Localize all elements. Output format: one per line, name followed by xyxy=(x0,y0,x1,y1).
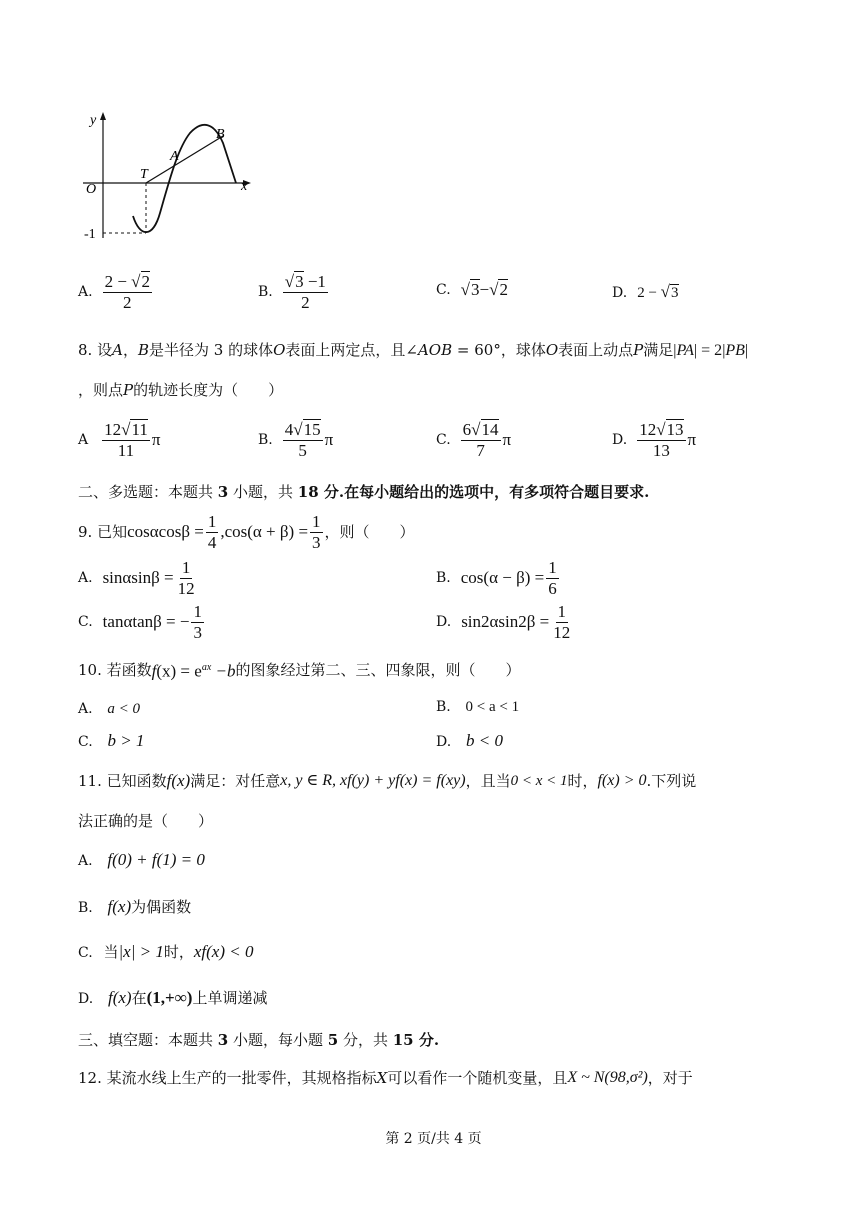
denominator: 13 xyxy=(652,440,670,460)
point-t-label: T xyxy=(140,167,148,182)
q10-option-c xyxy=(78,731,144,752)
text: 在 xyxy=(131,989,147,1007)
q8-option-a xyxy=(78,418,160,462)
text: 表面上动点 xyxy=(558,341,634,359)
q7-option-a xyxy=(78,272,154,312)
text: 分.在每小题给出的选项中，有多项符合题目要求. xyxy=(318,483,650,501)
expression: 0 < a < 1 xyxy=(465,699,520,715)
expression: xf(x) < 0 xyxy=(193,942,254,961)
text: 三、填空题：本题共 xyxy=(78,1031,218,1049)
option-label: A xyxy=(78,432,89,448)
expression: f(x) xyxy=(107,988,132,1007)
option-label: B. xyxy=(436,699,451,715)
origin-label: O xyxy=(86,182,97,197)
score: 5 xyxy=(327,1031,339,1049)
pi: π xyxy=(687,430,697,449)
radicand: 3 xyxy=(671,285,679,301)
pi: π xyxy=(151,430,161,449)
text: 是半径为 3 的球体 xyxy=(148,341,274,359)
text: 8. 设 xyxy=(78,341,113,359)
radicand: 3 xyxy=(295,271,304,291)
option-label: A. xyxy=(78,853,93,869)
expression: (1,+∞) xyxy=(146,988,193,1007)
text: ，则（ ） xyxy=(324,523,415,541)
q8-option-c xyxy=(436,418,511,462)
option-label: D. xyxy=(78,991,94,1007)
option-label: C. xyxy=(78,614,93,630)
var: PB xyxy=(725,342,745,359)
count: 3 xyxy=(217,483,229,501)
expression: b > 1 xyxy=(107,731,145,750)
numerator-text: 2 − xyxy=(104,271,132,291)
numerator: 1 xyxy=(207,511,217,531)
denominator: 12 xyxy=(553,622,571,642)
function-graph xyxy=(78,108,268,248)
q11-stem-line2 xyxy=(78,811,213,831)
text: 法正确的是（ ） xyxy=(78,812,214,830)
expression: f(x) xyxy=(107,897,132,916)
text: 表面上两定点，且∠ xyxy=(285,341,418,359)
q8-option-d xyxy=(612,418,696,462)
denominator: 3 xyxy=(193,622,202,642)
text: .下列说 xyxy=(646,772,697,790)
q7-option-c: C. √3−√2 xyxy=(436,280,508,299)
q7-option-b xyxy=(258,272,330,312)
option-label: C. xyxy=(78,734,93,750)
option-label: B. xyxy=(258,284,273,300)
text: 可以看作一个随机变量，且 xyxy=(387,1069,568,1087)
q8-stem-line2 xyxy=(78,380,283,400)
text: 小题，共 xyxy=(228,483,298,501)
fraction xyxy=(176,558,197,599)
numerator: 1 xyxy=(312,511,321,531)
denominator: 7 xyxy=(476,440,485,460)
var: P xyxy=(123,381,134,399)
q9-option-c xyxy=(78,600,206,644)
fraction xyxy=(310,512,323,553)
q10-option-a xyxy=(78,698,140,719)
denominator: 4 xyxy=(207,532,217,552)
score: 18 xyxy=(297,483,319,501)
page-footer: 第 2 页/共 4 页 xyxy=(385,1131,482,1147)
expression: ,cos(α + β) = xyxy=(220,522,309,541)
text: = 60°，球体 xyxy=(452,341,546,359)
fraction: $\frac{4√15}{5}$ xyxy=(284,419,321,460)
radicand: 2 xyxy=(499,280,508,299)
q11-option-a xyxy=(78,850,205,871)
var: X xyxy=(376,1069,388,1087)
q9-stem xyxy=(78,510,415,554)
point-a-label: A xyxy=(170,149,179,164)
radicand: 11 xyxy=(131,419,148,439)
denominator: 2 xyxy=(123,292,132,312)
expression: −b xyxy=(211,661,236,681)
text: ， xyxy=(122,341,138,359)
option-label: D. xyxy=(436,734,452,750)
section-3-heading xyxy=(78,1030,439,1050)
expression: tanαtanβ = − xyxy=(102,612,190,631)
option-label: A. xyxy=(78,570,93,586)
text: ，对于 xyxy=(647,1069,693,1087)
q10-stem xyxy=(78,658,521,682)
denominator: 3 xyxy=(312,532,321,552)
q8-stem-line1: 8. 设A，B是半径为 3 的球体O表面上两定点，且∠AOB = 60°，球体O表面上动点P满足|PA| = 2|PB| xyxy=(78,341,749,359)
option-label: D. xyxy=(436,614,452,630)
coef: 12 xyxy=(639,419,657,439)
text: ，则点 xyxy=(78,381,124,399)
var: O xyxy=(273,341,286,359)
expression: cos(α − β) = xyxy=(460,568,545,587)
y-axis-label: y xyxy=(90,113,97,128)
minus-sign: − xyxy=(479,280,490,299)
text: 分. xyxy=(413,1031,440,1049)
expression: (x) = e xyxy=(156,661,202,681)
text: 当 xyxy=(103,943,119,961)
option-label: C. xyxy=(436,282,451,298)
q10-option-b xyxy=(436,696,519,717)
radicand: 13 xyxy=(666,419,684,439)
text: 满足 xyxy=(643,341,674,359)
fraction: $\frac{12√13}{13}$ xyxy=(639,419,684,460)
fraction: $\frac{12√11}{11}$ xyxy=(104,419,148,460)
coef: 4 xyxy=(284,419,294,439)
q9-option-a xyxy=(78,556,199,600)
radicand: 15 xyxy=(303,419,321,439)
expression: a < 0 xyxy=(107,701,140,717)
text: 分，共 xyxy=(338,1031,393,1049)
expression: sin2αsin2β = xyxy=(461,612,550,631)
text: 二、多选题：本题共 xyxy=(78,483,218,501)
var: AOB xyxy=(417,341,453,359)
radicand: 2 xyxy=(141,271,150,291)
expression: cosαcosβ = xyxy=(127,522,204,541)
text: 时， xyxy=(163,943,194,961)
text: 的轨迹长度为（ ） xyxy=(133,381,284,399)
function-name: f xyxy=(151,661,157,681)
denominator: 5 xyxy=(298,440,307,460)
text: 10. 若函数 xyxy=(78,660,152,679)
expression: sinαsinβ = xyxy=(102,568,174,587)
q11-option-c xyxy=(78,942,253,963)
fraction xyxy=(546,558,559,599)
exponent: ax xyxy=(201,662,212,673)
numerator-text: −1 xyxy=(303,271,326,291)
denominator: 11 xyxy=(117,440,135,460)
text: = 2 xyxy=(697,342,723,359)
x-axis-label: x xyxy=(241,179,248,194)
q11-option-d xyxy=(78,988,267,1009)
denominator: 2 xyxy=(301,292,310,312)
fraction: $\frac{√3 -1}{2}$ xyxy=(284,271,326,312)
var: P xyxy=(633,341,644,359)
text: 11. 已知函数 xyxy=(78,772,167,790)
option-label: D. xyxy=(612,284,628,301)
text: 小题，每小题 xyxy=(228,1031,328,1049)
fraction: $\frac{2 - √2}{2}$ xyxy=(104,271,150,312)
count: 3 xyxy=(217,1031,229,1049)
fraction xyxy=(191,602,204,643)
pi: π xyxy=(324,430,334,449)
coef: 12 xyxy=(104,419,122,439)
var: A xyxy=(112,341,123,359)
option-label: C. xyxy=(78,945,93,961)
var: B xyxy=(137,341,149,359)
text: 为偶函数 xyxy=(131,898,192,916)
option-label: B. xyxy=(258,432,273,448)
q7-option-d: D. 2 − √3 xyxy=(612,282,679,301)
var: PA xyxy=(676,342,694,359)
expression: X ~ N(98,σ²) xyxy=(567,1069,648,1086)
option-label: D. xyxy=(612,432,628,448)
q11-stem-line1 xyxy=(78,771,696,791)
radicand: 3 xyxy=(471,280,480,299)
text: 满足：对任意 xyxy=(190,772,281,790)
expression: f(x) > 0 xyxy=(597,772,647,789)
q8-option-b xyxy=(258,418,333,462)
expression: 0 < x < 1 xyxy=(510,773,568,789)
text: 9. 已知 xyxy=(78,523,128,541)
minus-one-label: -1 xyxy=(84,227,96,242)
text: 上单调递减 xyxy=(192,989,268,1007)
q9-option-d xyxy=(436,600,574,644)
expression: x, y ∈ R, xf(y) + yf(x) = f(xy) xyxy=(280,772,466,789)
option-label: B. xyxy=(78,900,93,916)
numerator: 1 xyxy=(193,601,202,621)
radicand: 14 xyxy=(481,419,499,439)
q9-option-b xyxy=(436,556,561,600)
expression-text: 2 − xyxy=(637,285,661,301)
numerator: 1 xyxy=(557,601,567,621)
expression: b < 0 xyxy=(465,731,503,750)
text: 时， xyxy=(567,772,598,790)
q12-stem xyxy=(78,1068,693,1088)
fraction xyxy=(551,602,572,643)
option-label: C. xyxy=(436,432,451,448)
text: 的图象经过第二、三、四象限，则（ ） xyxy=(235,660,521,679)
coef: 6 xyxy=(462,419,472,439)
var: O xyxy=(545,341,559,359)
option-label: A. xyxy=(78,284,93,300)
point-b-label: B xyxy=(216,127,225,142)
section-2-heading xyxy=(78,482,649,502)
q11-option-b xyxy=(78,897,191,918)
q10-option-d xyxy=(436,731,503,752)
expression: f(x) xyxy=(166,771,191,790)
option-label: A. xyxy=(78,701,93,717)
pi: π xyxy=(502,430,512,449)
numerator: 1 xyxy=(548,557,557,577)
text: 12. 某流水线上生产的一批零件，其规格指标 xyxy=(78,1069,377,1087)
fraction xyxy=(206,512,219,553)
denominator: 6 xyxy=(548,578,557,598)
option-label: B. xyxy=(436,570,451,586)
numerator: 1 xyxy=(181,557,191,577)
expression: f(0) + f(1) = 0 xyxy=(107,850,205,869)
expression: |x| > 1 xyxy=(118,942,164,961)
total: 15 xyxy=(392,1031,414,1049)
fraction: $\frac{6√14}{7}$ xyxy=(462,419,499,460)
text: ，且当 xyxy=(465,772,511,790)
denominator: 12 xyxy=(177,578,195,598)
